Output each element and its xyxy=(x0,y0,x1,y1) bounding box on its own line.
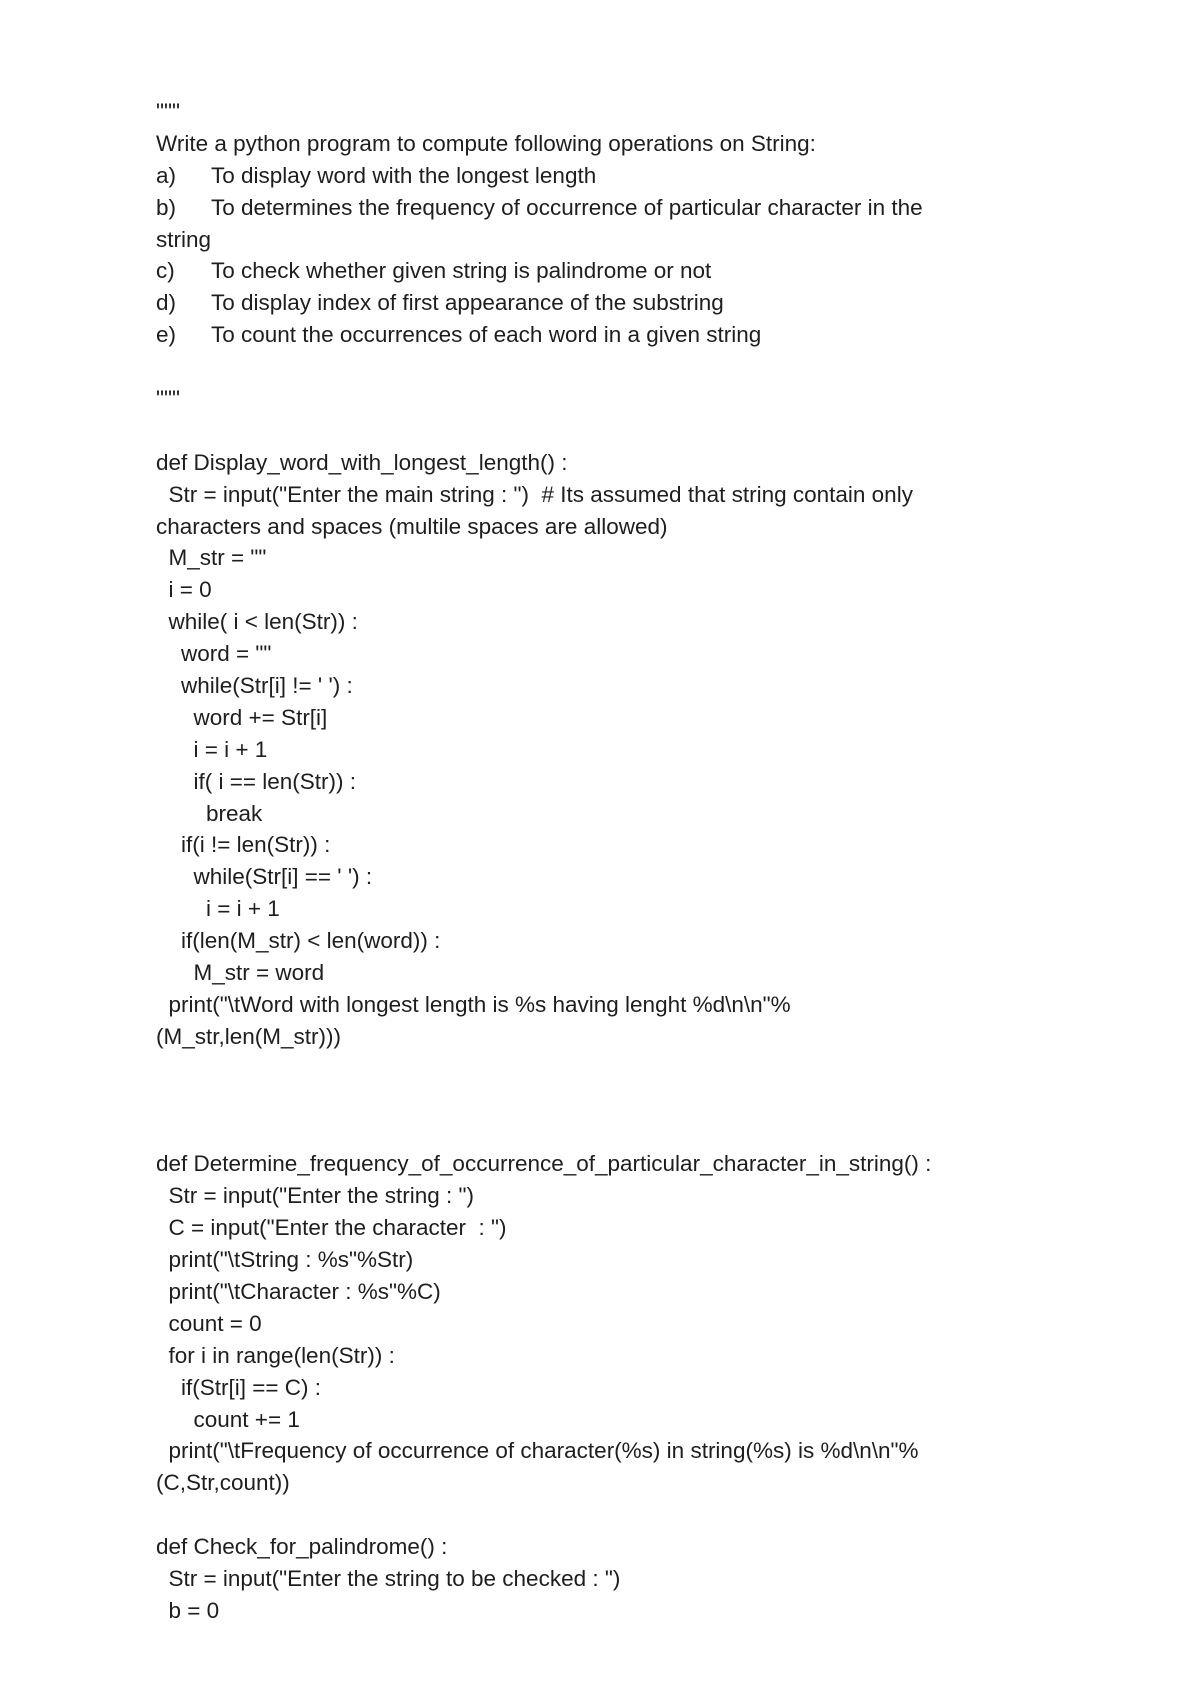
code-line: count += 1 xyxy=(156,1406,300,1432)
code-line: Str = input("Enter the main string : ") # Its assumed that string contain only xyxy=(156,481,913,507)
code-line: C = input("Enter the character : ") xyxy=(156,1215,507,1241)
spacer xyxy=(156,1085,1056,1117)
code-line: while( i < len(Str)) : xyxy=(156,609,358,635)
item-text: To determines the frequency of occurrence of particular character in the xyxy=(211,194,923,220)
list-item xyxy=(156,287,1056,319)
item-text: To count the occurrences of each word in a given string xyxy=(211,322,762,348)
code-line: Str = input("Enter the string to be checked : ") xyxy=(156,1565,621,1591)
item-text: To check whether given string is palindrome or not xyxy=(211,258,712,284)
code-line: for i in range(len(Str)) : xyxy=(156,1342,395,1368)
code-line: word = "" xyxy=(156,641,272,667)
code-line: Str = input("Enter the string : ") xyxy=(156,1183,474,1209)
docstring-close: """ xyxy=(156,386,180,412)
list-item-continuation: string xyxy=(156,226,212,252)
item-label: a) xyxy=(156,162,177,188)
code-line: if(i != len(Str)) : xyxy=(156,832,331,858)
spacer xyxy=(156,1117,1056,1149)
code-line: if(len(M_str) < len(word)) : xyxy=(156,928,441,954)
item-text: To display word with the longest length xyxy=(211,162,597,188)
code-line: def Determine_frequency_of_occurrence_of_particular_character_in_string() : xyxy=(156,1151,932,1177)
code-line: M_str = "" xyxy=(156,545,267,571)
spacer xyxy=(156,415,1056,447)
code-line: i = i + 1 xyxy=(156,736,268,762)
list-item xyxy=(156,319,1056,351)
spacer xyxy=(156,1499,1056,1531)
code-line: i = 0 xyxy=(156,577,212,603)
code-line: word += Str[i] xyxy=(156,704,328,730)
item-label: e) xyxy=(156,322,177,348)
code-line: break xyxy=(156,800,263,826)
code-block-longest-word xyxy=(156,447,1056,1053)
code-line: (C,Str,count)) xyxy=(156,1470,290,1496)
code-line: count = 0 xyxy=(156,1310,262,1336)
item-text: To display index of first appearance of the substring xyxy=(211,290,724,316)
code-line: while(Str[i] == ' ') : xyxy=(156,864,373,890)
code-line: i = i + 1 xyxy=(156,896,280,922)
code-line: b = 0 xyxy=(156,1597,220,1623)
code-line: if(Str[i] == C) : xyxy=(156,1374,322,1400)
code-line: while(Str[i] != ' ') : xyxy=(156,673,353,699)
code-block-character-frequency xyxy=(156,1148,1056,1499)
code-line: def Check_for_palindrome() : xyxy=(156,1534,448,1560)
spacer xyxy=(156,1053,1056,1085)
spacer xyxy=(156,351,1056,383)
code-line: characters and spaces (multile spaces are allowed) xyxy=(156,513,668,539)
code-line: M_str = word xyxy=(156,960,325,986)
code-line: (M_str,len(M_str))) xyxy=(156,1023,341,1049)
code-line: print("\tString : %s"%Str) xyxy=(156,1247,414,1273)
code-line: def Display_word_with_longest_length() : xyxy=(156,449,568,475)
item-label: d) xyxy=(156,290,177,316)
code-line: print("\tFrequency of occurrence of character(%s) in string(%s) is %d\n\n"% xyxy=(156,1438,919,1464)
item-label: b) xyxy=(156,194,177,220)
code-line: if( i == len(Str)) : xyxy=(156,768,357,794)
assignment-heading: Write a python program to compute following operations on String: xyxy=(156,130,816,156)
code-block-palindrome xyxy=(156,1531,1056,1627)
document-content xyxy=(156,96,1056,1627)
code-line: print("\tCharacter : %s"%C) xyxy=(156,1278,441,1304)
list-item xyxy=(156,160,1056,192)
item-label: c) xyxy=(156,258,175,284)
code-line: print("\tWord with longest length is %s having lenght %d\n\n"% xyxy=(156,991,791,1017)
list-item xyxy=(156,192,1056,224)
list-item xyxy=(156,255,1056,287)
docstring-open: """ xyxy=(156,99,180,124)
